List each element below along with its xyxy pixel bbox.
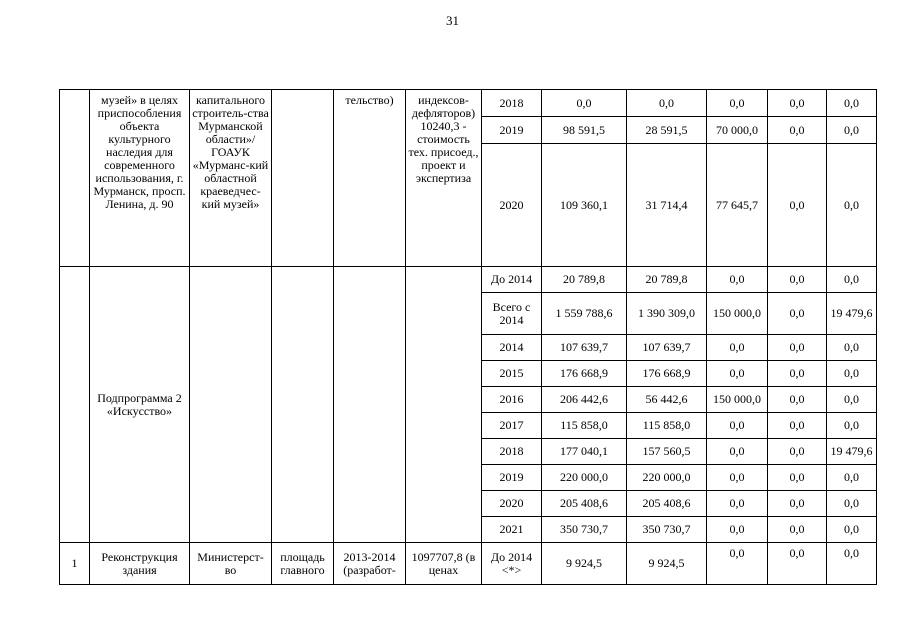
cell-regional: 70 000,0 — [707, 117, 768, 144]
cell-federal: 9 924,5 — [627, 543, 707, 585]
cell-federal: 115 858,0 — [627, 413, 707, 439]
cell-total: 115 858,0 — [542, 413, 627, 439]
cell-municipal: 0,0 — [768, 293, 827, 335]
cell-cost: 1097707,8 (в ценах — [406, 543, 482, 585]
cell-federal: 31 714,4 — [627, 144, 707, 267]
cell-year: 2016 — [482, 387, 542, 413]
cell-municipal: 0,0 — [768, 117, 827, 144]
cell-extrabudget: 0,0 — [827, 361, 877, 387]
cell-regional: 0,0 — [707, 465, 768, 491]
cell-municipal: 0,0 — [768, 413, 827, 439]
cell-object-name: музей» в целях приспособления объекта культурного наследия для современного использования, г. Мурманск, просп. Ленина, д. 90 — [90, 90, 190, 267]
cell-extrabudget: 0,0 — [827, 144, 877, 267]
cell-indicator: площадь главного — [272, 543, 334, 585]
cell-total: 350 730,7 — [542, 517, 627, 543]
table-row — [60, 267, 877, 293]
cell-cost — [406, 267, 482, 543]
cell-municipal: 0,0 — [768, 144, 827, 267]
cell-year: 2018 — [482, 90, 542, 117]
cell-year: 2020 — [482, 491, 542, 517]
cell-municipal: 0,0 — [768, 90, 827, 117]
cell-subprogram-name: Подпрограмма 2 «Искусство» — [90, 267, 190, 543]
cell-total: 107 639,7 — [542, 335, 627, 361]
cell-regional: 150 000,0 — [707, 293, 768, 335]
cell-extrabudget: 0,0 — [827, 267, 877, 293]
page-number: 31 — [446, 13, 459, 28]
cell-year: 2021 — [482, 517, 542, 543]
cell-federal: 0,0 — [627, 90, 707, 117]
cell-term: тельство) — [334, 90, 406, 267]
cell-extrabudget: 0,0 — [827, 335, 877, 361]
cell-total: 0,0 — [542, 90, 627, 117]
table-row — [60, 90, 877, 117]
cell-total: 220 000,0 — [542, 465, 627, 491]
cell-year: До 2014 <*> — [482, 543, 542, 585]
cell-total: 109 360,1 — [542, 144, 627, 267]
cell-year: 2018 — [482, 439, 542, 465]
cell-municipal: 0,0 — [768, 387, 827, 413]
cell-extrabudget: 0,0 — [827, 491, 877, 517]
cell-regional: 0,0 — [707, 439, 768, 465]
cell-year: До 2014 — [482, 267, 542, 293]
cell-total: 1 559 788,6 — [542, 293, 627, 335]
cell-extrabudget: 0,0 — [827, 90, 877, 117]
cell-federal: 205 408,6 — [627, 491, 707, 517]
cell-regional: 150 000,0 — [707, 387, 768, 413]
cell-year: 2019 — [482, 465, 542, 491]
cell-extrabudget: 0,0 — [827, 413, 877, 439]
cell-extrabudget: 0,0 — [827, 387, 877, 413]
cell-year: 2017 — [482, 413, 542, 439]
cell-federal: 28 591,5 — [627, 117, 707, 144]
cell-total: 176 668,9 — [542, 361, 627, 387]
cell-object-name: Реконструкция здания — [90, 543, 190, 585]
cell-executor: капитального строитель-ства Мурманской области»/ ГОАУК «Мурманс-кий областной краеведчес-кий музей» — [190, 90, 272, 267]
cell-total: 177 040,1 — [542, 439, 627, 465]
cell-term — [334, 267, 406, 543]
cell-municipal: 0,0 — [768, 335, 827, 361]
cell-municipal: 0,0 — [768, 543, 827, 585]
cell-executor: Министерст-во — [190, 543, 272, 585]
cell-year: 2015 — [482, 361, 542, 387]
cell-extrabudget: 0,0 — [827, 465, 877, 491]
cell-cost: индексов-дефляторов) 10240,3 - стоимость тех. присоед., проект и экспертиза — [406, 90, 482, 267]
cell-indicator — [272, 90, 334, 267]
cell-number: 1 — [60, 543, 90, 585]
cell-federal: 56 442,6 — [627, 387, 707, 413]
cell-federal: 20 789,8 — [627, 267, 707, 293]
cell-regional: 77 645,7 — [707, 144, 768, 267]
cell-year: 2019 — [482, 117, 542, 144]
cell-year: Всего с 2014 — [482, 293, 542, 335]
cell-municipal: 0,0 — [768, 267, 827, 293]
cell-term: 2013-2014 (разработ- — [334, 543, 406, 585]
cell-regional: 0,0 — [707, 517, 768, 543]
cell-total: 206 442,6 — [542, 387, 627, 413]
cell-executor — [190, 267, 272, 543]
cell-regional: 0,0 — [707, 267, 768, 293]
cell-year: 2014 — [482, 335, 542, 361]
cell-municipal: 0,0 — [768, 439, 827, 465]
cell-total: 98 591,5 — [542, 117, 627, 144]
cell-regional: 0,0 — [707, 335, 768, 361]
cell-federal: 107 639,7 — [627, 335, 707, 361]
cell-regional: 0,0 — [707, 90, 768, 117]
cell-municipal: 0,0 — [768, 361, 827, 387]
cell-federal: 157 560,5 — [627, 439, 707, 465]
cell-number — [60, 90, 90, 267]
cell-regional: 0,0 — [707, 361, 768, 387]
cell-federal: 350 730,7 — [627, 517, 707, 543]
cell-total: 9 924,5 — [542, 543, 627, 585]
cell-extrabudget: 0,0 — [827, 543, 877, 585]
cell-federal: 176 668,9 — [627, 361, 707, 387]
cell-regional: 0,0 — [707, 413, 768, 439]
cell-indicator — [272, 267, 334, 543]
cell-extrabudget: 19 479,6 — [827, 439, 877, 465]
cell-extrabudget: 0,0 — [827, 117, 877, 144]
cell-federal: 220 000,0 — [627, 465, 707, 491]
table-row — [60, 543, 877, 585]
cell-extrabudget: 19 479,6 — [827, 293, 877, 335]
budget-table — [59, 89, 877, 585]
cell-regional: 0,0 — [707, 491, 768, 517]
cell-number — [60, 267, 90, 543]
cell-year: 2020 — [482, 144, 542, 267]
cell-regional: 0,0 — [707, 543, 768, 585]
cell-municipal: 0,0 — [768, 517, 827, 543]
cell-municipal: 0,0 — [768, 465, 827, 491]
cell-total: 205 408,6 — [542, 491, 627, 517]
cell-municipal: 0,0 — [768, 491, 827, 517]
cell-federal: 1 390 309,0 — [627, 293, 707, 335]
cell-extrabudget: 0,0 — [827, 517, 877, 543]
cell-total: 20 789,8 — [542, 267, 627, 293]
